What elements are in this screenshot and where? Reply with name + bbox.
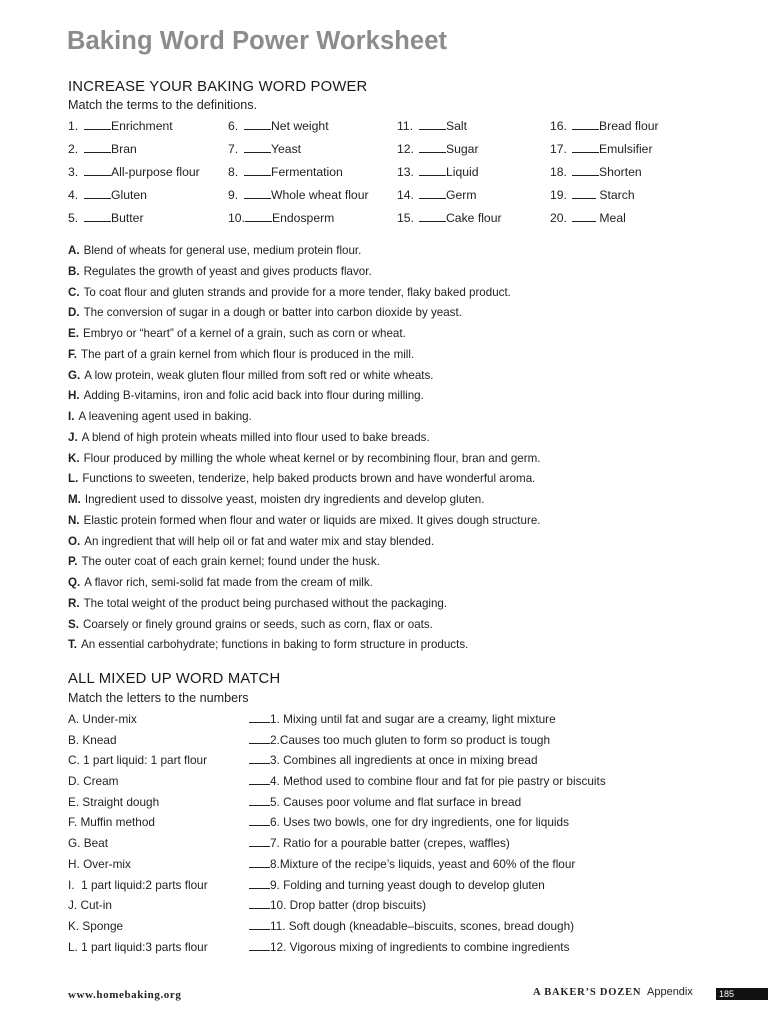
number-text: 3. Combines all ingredients at once in mixing bread — [270, 753, 538, 768]
definition-text: A blend of high protein wheats milled into flour used to bake breads. — [81, 430, 430, 444]
term-item — [397, 187, 476, 202]
term-item — [68, 187, 147, 202]
definition-text: A leavening agent used in baking. — [78, 410, 252, 423]
term-item — [68, 164, 200, 179]
section2-heading: ALL MIXED UP WORD MATCH — [68, 671, 281, 687]
definition-letter: M. — [68, 493, 81, 506]
page-number: 185 — [716, 988, 768, 1000]
section1-instruction: Match the terms to the definitions. — [68, 98, 257, 112]
term-item — [228, 187, 369, 202]
letter-item: B. Knead — [68, 732, 117, 747]
answer-blank[interactable] — [244, 118, 271, 130]
definition-letter: C. — [68, 285, 80, 299]
definition-text: A low protein, weak gluten flour milled from soft red or white wheats. — [84, 368, 434, 382]
answer-blank[interactable] — [249, 918, 270, 930]
term-number: 6. — [228, 119, 239, 133]
answer-blank[interactable] — [249, 897, 270, 909]
number-item — [249, 794, 606, 815]
definition-letter: O. — [68, 534, 81, 548]
term-label: Shorten — [599, 165, 642, 179]
definition-text: The total weight of the product being purchased without the packaging. — [83, 596, 448, 610]
definition-letter: B. — [68, 264, 80, 278]
numbers-list — [249, 711, 606, 959]
number-item — [249, 918, 606, 939]
definition-item — [68, 326, 541, 347]
number-text: 9. Folding and turning yeast dough to develop gluten — [270, 877, 545, 892]
definition-text: An ingredient that will help oil or fat and water mix and stay blended. — [84, 534, 435, 548]
footer-book-title: A BAKER’S DOZEN — [533, 987, 642, 998]
definition-letter: S. — [68, 617, 79, 631]
definition-text: Blend of wheats for general use, medium protein flour. — [83, 244, 362, 257]
letter-item: F. Muffin method — [68, 815, 155, 830]
definition-item — [68, 305, 541, 326]
section2-instruction: Match the letters to the numbers — [68, 691, 249, 705]
term-label: Net weight — [271, 119, 329, 133]
answer-blank[interactable] — [249, 814, 270, 826]
answer-blank[interactable] — [245, 210, 272, 222]
footer-url: www.homebaking.org — [68, 989, 182, 1001]
term-number: 18. — [550, 165, 567, 179]
term-number: 9. — [228, 188, 239, 202]
number-text: 2.Causes too much gluten to form so product is tough — [270, 732, 551, 747]
term-number: 13. — [397, 165, 414, 179]
answer-blank[interactable] — [249, 773, 270, 785]
letters-list — [68, 711, 208, 959]
definition-item — [68, 451, 541, 472]
term-label: Starch — [596, 188, 635, 202]
term-label: Sugar — [446, 142, 479, 156]
definition-text: Functions to sweeten, tenderize, help baked products brown and have wonderful aroma. — [82, 472, 536, 486]
letter-item: C. 1 part liquid: 1 part flour — [68, 753, 208, 768]
term-label: Endosperm — [272, 211, 335, 225]
definition-letter: T. — [68, 638, 78, 652]
letter-item: J. Cut-in — [68, 898, 112, 913]
definition-item — [68, 368, 541, 389]
number-item — [249, 773, 606, 794]
letter-item: A. Under-mix — [68, 712, 137, 726]
answer-blank[interactable] — [419, 141, 446, 153]
answer-blank[interactable] — [84, 141, 111, 153]
definition-item — [68, 575, 541, 596]
definition-text: Embryo or “heart” of a kernel of a grain, such as corn or wheat. — [82, 327, 406, 340]
section1-heading: INCREASE YOUR BAKING WORD POWER — [68, 79, 368, 95]
term-item — [397, 118, 467, 133]
definition-item — [68, 285, 541, 306]
number-item — [249, 752, 606, 773]
number-text: 5. Causes poor volume and flat surface in bread — [270, 794, 522, 809]
term-label: Yeast — [271, 142, 302, 156]
letter-item: I. 1 part liquid:2 parts flour — [68, 877, 208, 892]
definition-item — [68, 243, 541, 264]
answer-blank[interactable] — [249, 794, 270, 806]
number-item — [249, 877, 606, 898]
answer-blank[interactable] — [249, 732, 270, 744]
term-number: 11. — [397, 119, 414, 133]
answer-blank[interactable] — [572, 187, 596, 199]
number-text: 11. Soft dough (kneadable–biscuits, scones, bread dough) — [270, 918, 575, 933]
definition-item — [68, 617, 541, 638]
definition-text: Coarsely or finely ground grains or seeds, such as corn, flax or oats. — [82, 617, 433, 631]
number-text: 6. Uses two bowls, one for dry ingredients, one for liquids — [270, 815, 570, 830]
definition-text: Elastic protein formed when flour and water or liquids are mixed. It gives dough structure. — [83, 513, 541, 527]
definition-item — [68, 534, 541, 555]
definition-letter: N. — [68, 513, 80, 527]
number-text: 8.Mixture of the recipe’s liquids, yeast and 60% of the flour — [270, 856, 576, 871]
definition-letter: E. — [68, 327, 79, 340]
term-number: 14. — [397, 188, 414, 202]
definition-item — [68, 388, 541, 409]
definition-letter: J. — [68, 430, 78, 444]
definition-item — [68, 409, 541, 430]
definition-text: Flour produced by milling the whole wheat kernel or by recombining flour, bran and germ. — [83, 451, 541, 465]
definitions-list — [68, 243, 541, 658]
term-number: 1. — [68, 119, 79, 133]
term-item — [397, 164, 479, 179]
term-number: 15. — [397, 211, 414, 225]
letter-item: D. Cream — [68, 774, 119, 789]
definition-letter: G. — [68, 368, 81, 382]
definition-text: The conversion of sugar in a dough or batter into carbon dioxide by yeast. — [83, 306, 462, 320]
page-title: Baking Word Power Worksheet — [67, 27, 448, 55]
answer-blank[interactable] — [84, 118, 111, 130]
term-label: Bread flour — [599, 119, 659, 133]
term-number: 4. — [68, 188, 79, 202]
definition-item — [68, 554, 541, 575]
definition-letter: L. — [68, 472, 79, 486]
term-label: Cake flour — [446, 211, 502, 225]
answer-blank[interactable] — [572, 118, 599, 130]
term-label: Gluten — [111, 188, 147, 202]
number-text: 10. Drop batter (drop biscuits) — [270, 898, 427, 913]
number-item — [249, 732, 606, 753]
definition-item — [68, 492, 541, 513]
number-text: 7. Ratio for a pourable batter (crepes, waffles) — [270, 836, 510, 851]
letter-item: K. Sponge — [68, 918, 124, 933]
term-label: Butter — [111, 211, 144, 225]
term-number: 8. — [228, 165, 239, 179]
term-number: 12. — [397, 142, 414, 156]
definition-text: The outer coat of each grain kernel; found under the husk. — [81, 555, 380, 569]
term-number: 20. — [550, 211, 567, 225]
term-number: 16. — [550, 119, 567, 133]
term-number: 7. — [228, 142, 239, 156]
answer-blank[interactable] — [249, 835, 270, 847]
answer-blank[interactable] — [419, 164, 446, 176]
definition-letter: F. — [68, 347, 78, 361]
term-label: Bran — [111, 142, 137, 156]
answer-blank[interactable] — [244, 141, 271, 153]
letter-item: E. Straight dough — [68, 794, 160, 809]
term-item — [68, 118, 173, 133]
answer-blank[interactable] — [249, 856, 270, 868]
definition-text: To coat flour and gluten strands and provide for a more tender, flaky baked product. — [83, 285, 511, 299]
number-text: 4. Method used to combine flour and fat for pie pastry or biscuits — [270, 774, 606, 789]
definition-letter: R. — [68, 596, 80, 610]
term-item — [228, 164, 343, 179]
term-number: 5. — [68, 211, 79, 225]
term-item — [228, 141, 301, 156]
definition-letter: P. — [68, 555, 78, 569]
term-item — [228, 118, 329, 133]
definition-letter: K. — [68, 451, 80, 465]
definition-item — [68, 430, 541, 451]
number-item — [249, 814, 606, 835]
answer-blank[interactable] — [419, 187, 446, 199]
definition-letter: A. — [68, 244, 80, 257]
answer-blank[interactable] — [84, 210, 111, 222]
definition-text: A flavor rich, semi-solid fat made from the cream of milk. — [84, 576, 373, 589]
number-text: 12. Vigorous mixing of ingredients to combine ingredients — [270, 939, 570, 954]
term-item — [550, 164, 642, 179]
term-number: 19. — [550, 188, 567, 202]
definition-item — [68, 513, 541, 534]
number-text: 1. Mixing until fat and sugar are a creamy, light mixture — [270, 712, 556, 726]
term-label: Meal — [596, 211, 626, 225]
definition-letter: I. — [68, 410, 75, 423]
number-item — [249, 897, 606, 918]
definition-text: An essential carbohydrate; functions in baking to form structure in products. — [81, 638, 469, 652]
definition-text: The part of a grain kernel from which flour is produced in the mill. — [81, 347, 415, 361]
definition-item — [68, 347, 541, 368]
term-label: Whole wheat flour — [271, 188, 369, 202]
term-label: Germ — [446, 188, 477, 202]
answer-blank[interactable] — [249, 711, 270, 723]
term-label: Enrichment — [111, 119, 173, 133]
answer-blank[interactable] — [249, 877, 270, 889]
term-item — [550, 210, 626, 225]
number-item — [249, 856, 606, 877]
answer-blank[interactable] — [84, 164, 111, 176]
term-item — [397, 141, 479, 156]
term-item — [68, 210, 144, 225]
answer-blank[interactable] — [249, 939, 270, 951]
number-item — [249, 711, 606, 732]
term-label: Liquid — [446, 165, 479, 179]
term-item — [550, 187, 635, 202]
term-item — [550, 141, 653, 156]
term-item — [68, 141, 137, 156]
letter-item: G. Beat — [68, 836, 108, 851]
definition-letter: D. — [68, 306, 80, 320]
answer-blank[interactable] — [249, 752, 270, 764]
definition-letter: H. — [68, 389, 80, 403]
number-item — [249, 939, 606, 960]
letter-item: L. 1 part liquid:3 parts flour — [68, 939, 208, 954]
definition-text: Ingredient used to dissolve yeast, moisten dry ingredients and develop gluten. — [84, 493, 485, 506]
term-label: Emulsifier — [599, 142, 653, 156]
answer-blank[interactable] — [572, 141, 599, 153]
number-item — [249, 835, 606, 856]
answer-blank[interactable] — [244, 164, 271, 176]
answer-blank[interactable] — [244, 187, 271, 199]
definition-text: Regulates the growth of yeast and gives products flavor. — [83, 264, 372, 278]
definition-item — [68, 471, 541, 492]
term-item — [397, 210, 502, 225]
term-number: 10. — [228, 211, 245, 225]
answer-blank[interactable] — [572, 164, 599, 176]
footer-appendix: Appendix — [647, 986, 693, 998]
answer-blank[interactable] — [572, 210, 596, 222]
term-label: Fermentation — [271, 165, 343, 179]
answer-blank[interactable] — [84, 187, 111, 199]
term-number: 2. — [68, 142, 79, 156]
definition-letter: Q. — [68, 576, 81, 589]
term-item — [550, 118, 659, 133]
term-item — [228, 210, 334, 225]
term-label: All-purpose flour — [111, 165, 200, 179]
term-label: Salt — [446, 119, 468, 133]
definition-item — [68, 637, 541, 658]
answer-blank[interactable] — [419, 118, 446, 130]
definition-text: Adding B-vitamins, iron and folic acid back into flour during milling. — [83, 389, 424, 403]
term-number: 17. — [550, 142, 567, 156]
definition-item — [68, 596, 541, 617]
term-number: 3. — [68, 165, 79, 179]
definition-item — [68, 264, 541, 285]
letter-item: H. Over-mix — [68, 856, 131, 871]
answer-blank[interactable] — [419, 210, 446, 222]
